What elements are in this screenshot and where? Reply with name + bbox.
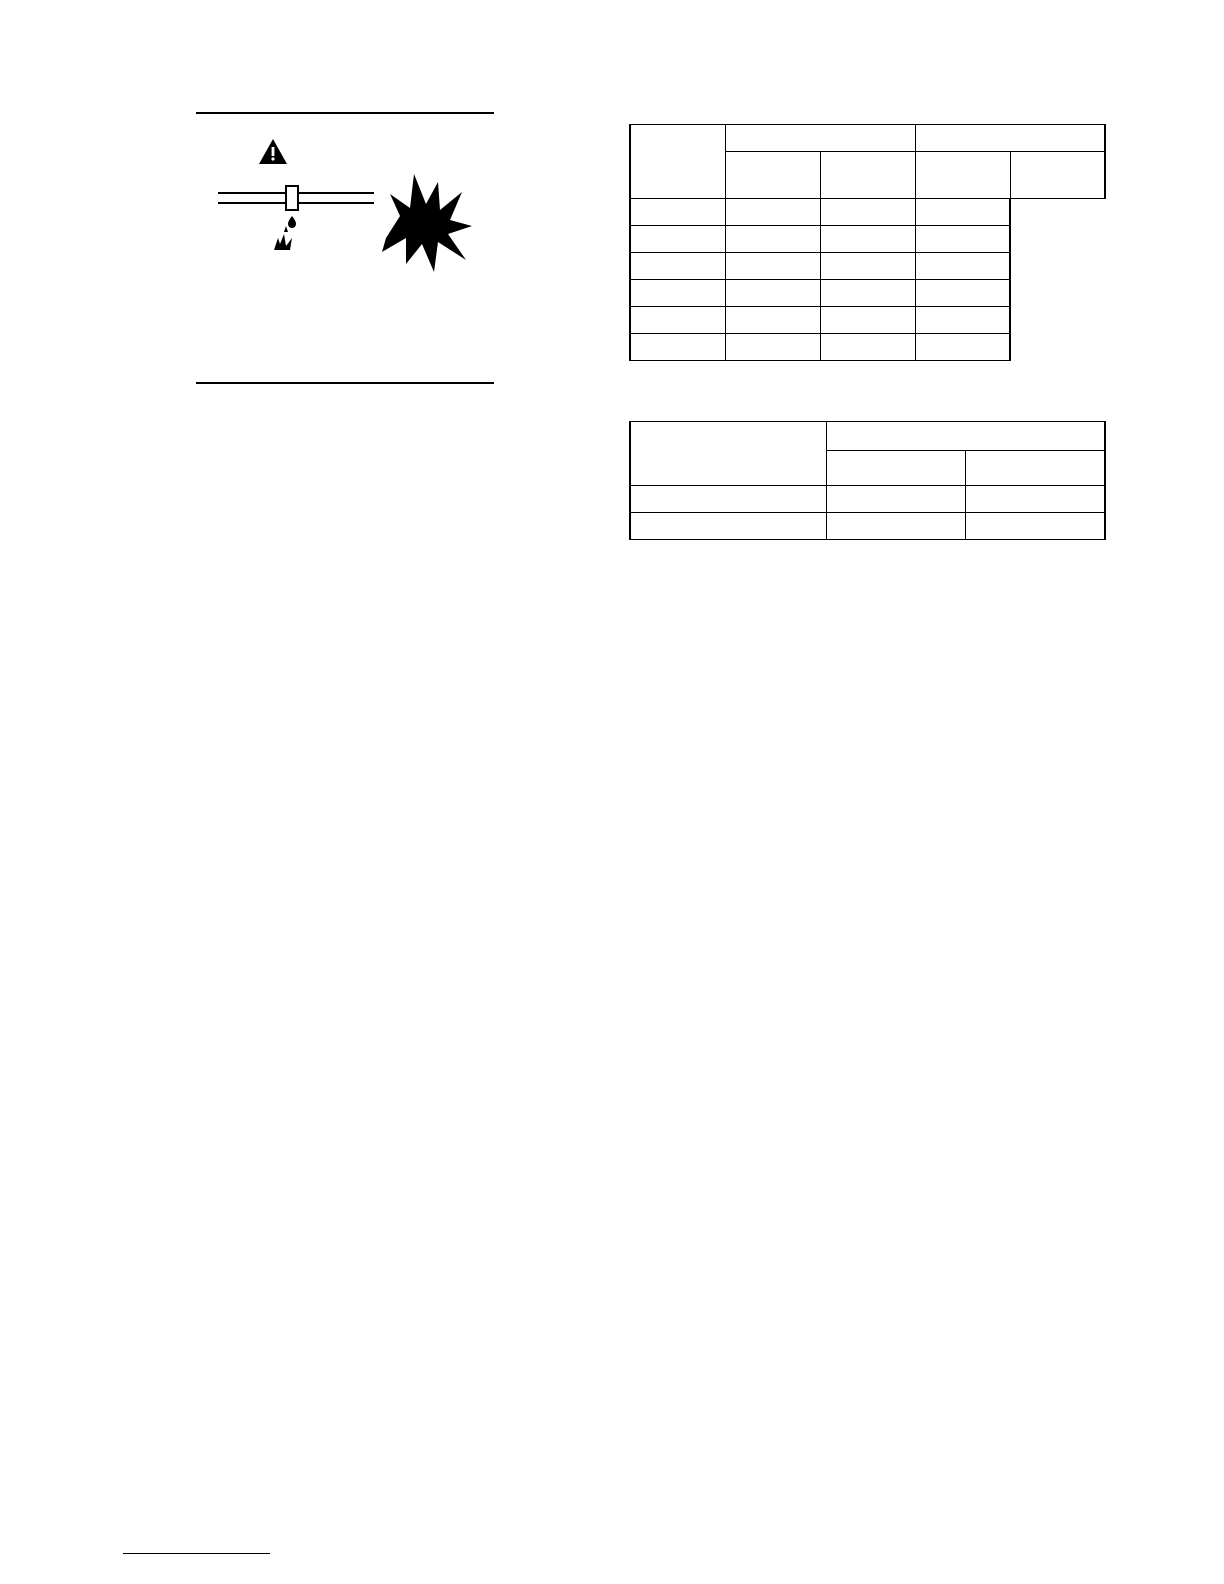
table-cell (915, 334, 1010, 361)
table-one-sub-header-3 (915, 152, 1010, 199)
table-cell (915, 199, 1010, 226)
table-row (630, 334, 1105, 361)
table-cell (725, 226, 820, 253)
table-cell (827, 486, 966, 513)
table-cell (915, 253, 1010, 280)
table-one-sub-header-4 (1010, 152, 1105, 199)
warning-callout (196, 112, 494, 384)
table-cell (820, 253, 915, 280)
table-cell (966, 513, 1105, 540)
table-two-group-header (827, 422, 1106, 451)
table-cell (630, 280, 725, 307)
table-cell (915, 280, 1010, 307)
table-one-group-header-1 (725, 125, 915, 152)
table-two-sub-header-2 (966, 451, 1105, 486)
table-cell (820, 199, 915, 226)
table-row (630, 307, 1105, 334)
specification-table-one (629, 124, 1106, 361)
leaking-pipe-with-flame-icon (216, 174, 376, 254)
table-cell (915, 307, 1010, 334)
warning-rule-bottom (196, 382, 494, 384)
table-row (630, 422, 1105, 451)
specification-table-two (629, 421, 1106, 540)
table-cell (630, 307, 725, 334)
table-cell (820, 280, 915, 307)
table-one-stub-header (630, 125, 725, 199)
table-cell (630, 513, 827, 540)
warning-rule-top (196, 112, 494, 114)
table-one-sub-header-2 (820, 152, 915, 199)
table-cell (915, 226, 1010, 253)
footnote-rule (123, 1553, 270, 1554)
table-row (630, 486, 1105, 513)
table-row (630, 226, 1105, 253)
warning-triangle-icon (258, 138, 288, 166)
table-cell (966, 486, 1105, 513)
table-cell (630, 334, 725, 361)
table-cell (725, 253, 820, 280)
table-two-stub-header (630, 422, 827, 486)
table-cell (630, 199, 725, 226)
table-two-sub-header-1 (827, 451, 966, 486)
table-cell (630, 253, 725, 280)
table-cell (820, 226, 915, 253)
table-cell (820, 334, 915, 361)
table-one-sub-header-1 (725, 152, 820, 199)
table-cell (630, 486, 827, 513)
table-one-group-header-2 (915, 125, 1105, 152)
table-cell (725, 334, 820, 361)
table-cell (827, 513, 966, 540)
table-row (630, 125, 1105, 152)
table-cell (630, 226, 725, 253)
table-row (630, 253, 1105, 280)
table-row (630, 513, 1105, 540)
table-cell (725, 307, 820, 334)
table-cell (820, 307, 915, 334)
table-row (630, 199, 1105, 226)
explosion-icon (376, 168, 476, 278)
table-row (630, 280, 1105, 307)
table-cell (725, 199, 820, 226)
table-cell (725, 280, 820, 307)
